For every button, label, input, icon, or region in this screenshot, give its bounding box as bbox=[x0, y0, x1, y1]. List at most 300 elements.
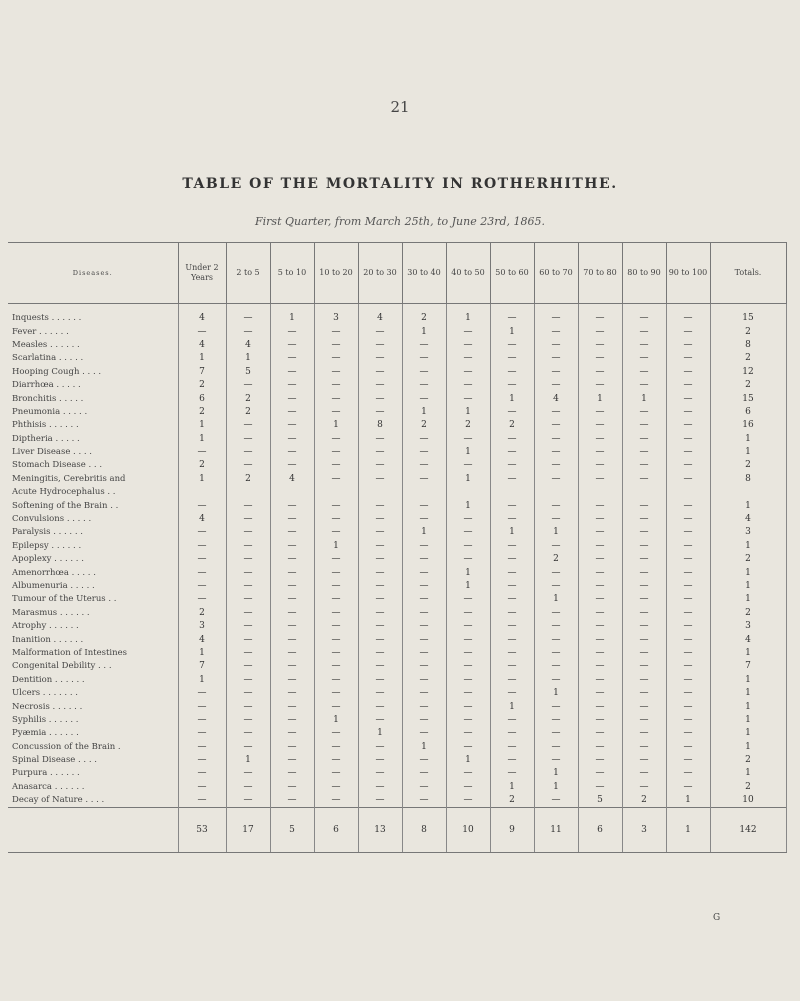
count-cell: — bbox=[358, 781, 402, 794]
count-cell: — bbox=[402, 580, 446, 593]
header-age-group: 60 to 70 bbox=[534, 243, 578, 304]
count-cell: — bbox=[622, 754, 666, 767]
count-cell: — bbox=[178, 794, 226, 808]
row-total-cell: 1 bbox=[710, 580, 786, 593]
count-cell: — bbox=[666, 700, 710, 713]
count-cell: — bbox=[534, 620, 578, 633]
table-row bbox=[8, 700, 786, 713]
count-cell: — bbox=[578, 513, 622, 526]
count-cell: 2 bbox=[226, 406, 270, 419]
header-totals: Totals. bbox=[710, 243, 786, 304]
count-cell: — bbox=[534, 339, 578, 352]
header-age-group: 20 to 30 bbox=[358, 243, 402, 304]
count-cell: 2 bbox=[534, 553, 578, 566]
count-cell: — bbox=[666, 620, 710, 633]
count-cell: 1 bbox=[270, 304, 314, 326]
count-cell: — bbox=[358, 593, 402, 606]
disease-name: Malformation of Intestines bbox=[12, 647, 127, 658]
disease-name: Epilepsy . . . . . . bbox=[12, 540, 82, 551]
count-cell: — bbox=[534, 700, 578, 713]
count-cell: — bbox=[402, 433, 446, 446]
count-cell: — bbox=[578, 620, 622, 633]
count-cell: 1 bbox=[490, 526, 534, 539]
header-diseases: Diseases. bbox=[8, 243, 178, 304]
count-cell: 1 bbox=[226, 754, 270, 767]
disease-name: Atrophy . . . . . . bbox=[12, 621, 79, 632]
count-cell bbox=[578, 486, 622, 499]
row-total-cell: 10 bbox=[710, 794, 786, 808]
count-cell: — bbox=[402, 473, 446, 486]
disease-name: Diarrhœa . . . . . bbox=[12, 380, 81, 391]
count-cell: — bbox=[622, 325, 666, 338]
count-cell: — bbox=[178, 687, 226, 700]
count-cell: — bbox=[490, 566, 534, 579]
count-cell: — bbox=[270, 406, 314, 419]
disease-name: Softening of the Brain . . bbox=[12, 500, 119, 511]
count-cell: — bbox=[578, 700, 622, 713]
count-cell: — bbox=[270, 580, 314, 593]
count-cell: — bbox=[226, 767, 270, 780]
count-cell bbox=[226, 486, 270, 499]
row-total-cell: 3 bbox=[710, 620, 786, 633]
table-row bbox=[8, 781, 786, 794]
count-cell: — bbox=[178, 767, 226, 780]
count-cell: — bbox=[226, 566, 270, 579]
disease-name: Measles . . . . . . bbox=[12, 339, 80, 350]
count-cell: — bbox=[490, 607, 534, 620]
count-cell: — bbox=[270, 620, 314, 633]
count-cell: — bbox=[490, 647, 534, 660]
count-cell: — bbox=[622, 727, 666, 740]
row-total-cell: 1 bbox=[710, 714, 786, 727]
count-cell: 1 bbox=[178, 473, 226, 486]
count-cell: — bbox=[178, 540, 226, 553]
table-body bbox=[8, 304, 786, 853]
count-cell: — bbox=[534, 727, 578, 740]
count-cell: — bbox=[270, 593, 314, 606]
count-cell: — bbox=[622, 593, 666, 606]
count-cell: — bbox=[226, 526, 270, 539]
count-cell: — bbox=[490, 593, 534, 606]
table-row bbox=[8, 794, 786, 808]
count-cell: — bbox=[402, 392, 446, 405]
column-total-cell: 3 bbox=[622, 808, 666, 853]
count-cell: — bbox=[534, 499, 578, 512]
count-cell: — bbox=[534, 406, 578, 419]
count-cell: — bbox=[666, 633, 710, 646]
column-total-cell: 17 bbox=[226, 808, 270, 853]
count-cell: — bbox=[578, 566, 622, 579]
count-cell: — bbox=[402, 607, 446, 620]
count-cell: — bbox=[490, 433, 534, 446]
column-total-cell: 6 bbox=[314, 808, 358, 853]
count-cell: 2 bbox=[178, 379, 226, 392]
count-cell: — bbox=[226, 700, 270, 713]
count-cell: — bbox=[446, 633, 490, 646]
row-total-cell: 1 bbox=[710, 566, 786, 579]
count-cell: — bbox=[402, 794, 446, 808]
count-cell: 1 bbox=[446, 446, 490, 459]
header-age-group: 80 to 90 bbox=[622, 243, 666, 304]
count-cell: — bbox=[314, 339, 358, 352]
count-cell: — bbox=[226, 687, 270, 700]
disease-name: Inquests . . . . . . bbox=[12, 313, 82, 324]
count-cell: — bbox=[622, 660, 666, 673]
table-row bbox=[8, 620, 786, 633]
count-cell: — bbox=[314, 593, 358, 606]
disease-name: Marasmus . . . . . . bbox=[12, 607, 90, 618]
count-cell: — bbox=[270, 366, 314, 379]
count-cell: — bbox=[666, 754, 710, 767]
count-cell: — bbox=[578, 446, 622, 459]
count-cell bbox=[402, 486, 446, 499]
count-cell: — bbox=[622, 566, 666, 579]
column-total-cell: 8 bbox=[402, 808, 446, 853]
row-total-cell: 1 bbox=[710, 540, 786, 553]
count-cell: — bbox=[490, 473, 534, 486]
row-total-cell: 2 bbox=[710, 754, 786, 767]
count-cell: — bbox=[490, 540, 534, 553]
count-cell: — bbox=[358, 754, 402, 767]
disease-name: Diptheria . . . . . bbox=[12, 433, 80, 444]
count-cell: — bbox=[490, 714, 534, 727]
count-cell: 1 bbox=[446, 304, 490, 326]
count-cell bbox=[314, 486, 358, 499]
count-cell: — bbox=[534, 794, 578, 808]
count-cell: — bbox=[314, 325, 358, 338]
count-cell: — bbox=[178, 553, 226, 566]
count-cell: — bbox=[666, 446, 710, 459]
disease-name: Fever . . . . . . bbox=[12, 326, 69, 337]
count-cell: — bbox=[622, 499, 666, 512]
count-cell: — bbox=[270, 339, 314, 352]
count-cell: — bbox=[622, 553, 666, 566]
count-cell: 1 bbox=[402, 406, 446, 419]
disease-name: Congenital Debility . . . bbox=[12, 661, 112, 672]
count-cell: — bbox=[402, 459, 446, 472]
count-cell: — bbox=[666, 459, 710, 472]
count-cell: — bbox=[402, 379, 446, 392]
count-cell: 1 bbox=[534, 593, 578, 606]
count-cell: — bbox=[358, 379, 402, 392]
count-cell: — bbox=[578, 473, 622, 486]
count-cell: — bbox=[534, 566, 578, 579]
count-cell: — bbox=[270, 714, 314, 727]
count-cell: — bbox=[622, 633, 666, 646]
count-cell: 4 bbox=[226, 339, 270, 352]
row-total-cell: 2 bbox=[710, 553, 786, 566]
count-cell: — bbox=[622, 647, 666, 660]
count-cell: — bbox=[314, 767, 358, 780]
count-cell: — bbox=[358, 660, 402, 673]
count-cell: — bbox=[358, 473, 402, 486]
count-cell: — bbox=[490, 660, 534, 673]
count-cell: — bbox=[534, 607, 578, 620]
count-cell: — bbox=[578, 540, 622, 553]
count-cell: 1 bbox=[446, 406, 490, 419]
count-cell: — bbox=[578, 767, 622, 780]
count-cell: — bbox=[490, 767, 534, 780]
count-cell: — bbox=[490, 553, 534, 566]
count-cell: — bbox=[534, 473, 578, 486]
table-row bbox=[8, 304, 786, 326]
disease-name: Liver Disease . . . . bbox=[12, 447, 92, 458]
count-cell: — bbox=[270, 781, 314, 794]
count-cell: 1 bbox=[314, 419, 358, 432]
count-cell: — bbox=[314, 781, 358, 794]
table-row bbox=[8, 433, 786, 446]
table-row bbox=[8, 499, 786, 512]
page-number: 21 bbox=[390, 98, 410, 116]
count-cell: — bbox=[270, 647, 314, 660]
count-cell: — bbox=[578, 366, 622, 379]
count-cell: — bbox=[666, 727, 710, 740]
table-row bbox=[8, 553, 786, 566]
count-cell: — bbox=[446, 781, 490, 794]
count-cell: — bbox=[178, 499, 226, 512]
count-cell: 2 bbox=[622, 794, 666, 808]
count-cell: — bbox=[534, 513, 578, 526]
disease-name: Pneumonia . . . . . bbox=[12, 406, 88, 417]
count-cell: — bbox=[446, 526, 490, 539]
count-cell: — bbox=[226, 727, 270, 740]
count-cell: — bbox=[578, 754, 622, 767]
count-cell: — bbox=[314, 379, 358, 392]
count-cell: — bbox=[622, 446, 666, 459]
count-cell: — bbox=[446, 352, 490, 365]
count-cell: — bbox=[270, 767, 314, 780]
count-cell: — bbox=[402, 513, 446, 526]
count-cell: 1 bbox=[178, 674, 226, 687]
count-cell: — bbox=[314, 433, 358, 446]
disease-name: Hooping Cough . . . . bbox=[12, 366, 102, 377]
count-cell: 4 bbox=[178, 633, 226, 646]
page-subtitle: First Quarter, from March 25th, to June 23rd, 1865. bbox=[255, 215, 545, 228]
row-total-cell: 1 bbox=[710, 741, 786, 754]
count-cell: — bbox=[358, 794, 402, 808]
row-total-cell: 8 bbox=[710, 339, 786, 352]
count-cell: 1 bbox=[226, 352, 270, 365]
count-cell: — bbox=[446, 660, 490, 673]
table-row bbox=[8, 325, 786, 338]
count-cell: — bbox=[666, 553, 710, 566]
count-cell: — bbox=[490, 687, 534, 700]
count-cell: — bbox=[666, 433, 710, 446]
count-cell: — bbox=[622, 379, 666, 392]
count-cell: — bbox=[446, 647, 490, 660]
count-cell: 6 bbox=[178, 392, 226, 405]
disease-name: Pyæmia . . . . . . bbox=[12, 728, 79, 739]
count-cell: — bbox=[622, 304, 666, 326]
count-cell: — bbox=[622, 700, 666, 713]
table-row bbox=[8, 674, 786, 687]
page-title: TABLE OF THE MORTALITY IN ROTHERHITHE. bbox=[182, 176, 618, 192]
count-cell: — bbox=[402, 633, 446, 646]
disease-name: Amenorrhœa . . . . . bbox=[12, 567, 96, 578]
table-row bbox=[8, 540, 786, 553]
count-cell: — bbox=[358, 647, 402, 660]
row-total-cell: 4 bbox=[710, 513, 786, 526]
count-cell: — bbox=[622, 406, 666, 419]
count-cell: — bbox=[446, 727, 490, 740]
row-total-cell bbox=[710, 486, 786, 499]
count-cell: — bbox=[402, 754, 446, 767]
count-cell: — bbox=[270, 446, 314, 459]
row-total-cell: 12 bbox=[710, 366, 786, 379]
disease-name: Albumenuria . . . . . bbox=[12, 581, 95, 591]
count-cell: — bbox=[402, 566, 446, 579]
count-cell: — bbox=[578, 727, 622, 740]
count-cell: — bbox=[178, 781, 226, 794]
count-cell: — bbox=[358, 714, 402, 727]
count-cell: 4 bbox=[270, 473, 314, 486]
count-cell: — bbox=[578, 781, 622, 794]
count-cell: — bbox=[270, 392, 314, 405]
disease-name: Decay of Nature . . . . bbox=[12, 795, 105, 806]
count-cell: — bbox=[490, 366, 534, 379]
count-cell: 2 bbox=[226, 473, 270, 486]
count-cell: — bbox=[314, 366, 358, 379]
column-total-cell: 5 bbox=[270, 808, 314, 853]
table-row bbox=[8, 526, 786, 539]
count-cell: 2 bbox=[446, 419, 490, 432]
count-cell: — bbox=[490, 379, 534, 392]
table-row bbox=[8, 352, 786, 365]
count-cell: — bbox=[490, 754, 534, 767]
count-cell: 3 bbox=[178, 620, 226, 633]
count-cell: — bbox=[270, 741, 314, 754]
count-cell: 2 bbox=[402, 304, 446, 326]
count-cell: — bbox=[270, 419, 314, 432]
count-cell: — bbox=[358, 620, 402, 633]
count-cell: 5 bbox=[578, 794, 622, 808]
count-cell: — bbox=[446, 767, 490, 780]
disease-name: Bronchitis . . . . . bbox=[12, 393, 84, 404]
count-cell: — bbox=[358, 674, 402, 687]
count-cell: — bbox=[490, 459, 534, 472]
count-cell: — bbox=[622, 366, 666, 379]
count-cell: — bbox=[314, 633, 358, 646]
count-cell: — bbox=[270, 794, 314, 808]
count-cell: — bbox=[226, 304, 270, 326]
count-cell: — bbox=[534, 304, 578, 326]
disease-name: Stomach Disease . . . bbox=[12, 460, 103, 471]
count-cell: 1 bbox=[622, 392, 666, 405]
count-cell: — bbox=[490, 352, 534, 365]
count-cell: — bbox=[270, 700, 314, 713]
row-total-cell: 2 bbox=[710, 352, 786, 365]
count-cell: — bbox=[402, 674, 446, 687]
count-cell: 4 bbox=[358, 304, 402, 326]
row-total-cell: 2 bbox=[710, 379, 786, 392]
count-cell: — bbox=[358, 767, 402, 780]
count-cell: — bbox=[578, 647, 622, 660]
count-cell: — bbox=[622, 526, 666, 539]
count-cell: — bbox=[402, 781, 446, 794]
count-cell bbox=[178, 486, 226, 499]
count-cell: — bbox=[226, 674, 270, 687]
count-cell: — bbox=[358, 339, 402, 352]
count-cell: — bbox=[226, 325, 270, 338]
count-cell: — bbox=[226, 513, 270, 526]
count-cell: — bbox=[358, 499, 402, 512]
count-cell: — bbox=[446, 339, 490, 352]
table-row bbox=[8, 741, 786, 754]
count-cell: — bbox=[358, 540, 402, 553]
count-cell: — bbox=[666, 647, 710, 660]
row-total-cell: 1 bbox=[710, 727, 786, 740]
column-total-cell: 1 bbox=[666, 808, 710, 853]
count-cell: — bbox=[270, 379, 314, 392]
count-cell: — bbox=[666, 593, 710, 606]
count-cell: — bbox=[226, 379, 270, 392]
count-cell: — bbox=[622, 473, 666, 486]
count-cell: — bbox=[314, 674, 358, 687]
count-cell: — bbox=[534, 352, 578, 365]
count-cell bbox=[534, 486, 578, 499]
row-total-cell: 4 bbox=[710, 633, 786, 646]
count-cell: — bbox=[666, 339, 710, 352]
count-cell: — bbox=[270, 660, 314, 673]
count-cell: 1 bbox=[358, 727, 402, 740]
count-cell: — bbox=[226, 459, 270, 472]
count-cell: — bbox=[270, 553, 314, 566]
count-cell: — bbox=[402, 553, 446, 566]
count-cell: — bbox=[226, 620, 270, 633]
count-cell: — bbox=[178, 727, 226, 740]
count-cell: — bbox=[358, 741, 402, 754]
count-cell: — bbox=[314, 794, 358, 808]
count-cell: — bbox=[490, 580, 534, 593]
count-cell: — bbox=[446, 607, 490, 620]
count-cell: — bbox=[314, 513, 358, 526]
count-cell: — bbox=[446, 687, 490, 700]
count-cell: — bbox=[358, 700, 402, 713]
row-total-cell: 1 bbox=[710, 446, 786, 459]
table-row bbox=[8, 633, 786, 646]
count-cell: — bbox=[270, 633, 314, 646]
disease-name: Anasarca . . . . . . bbox=[12, 781, 85, 792]
count-cell: — bbox=[358, 459, 402, 472]
count-cell: — bbox=[666, 526, 710, 539]
count-cell bbox=[358, 486, 402, 499]
count-cell: 7 bbox=[178, 366, 226, 379]
count-cell: — bbox=[446, 513, 490, 526]
count-cell: — bbox=[358, 366, 402, 379]
count-cell: 2 bbox=[178, 406, 226, 419]
count-cell: — bbox=[402, 499, 446, 512]
row-total-cell: 2 bbox=[710, 607, 786, 620]
disease-name: Necrosis . . . . . . bbox=[12, 701, 83, 712]
count-cell: — bbox=[490, 741, 534, 754]
count-cell: — bbox=[226, 794, 270, 808]
count-cell: — bbox=[490, 513, 534, 526]
disease-name: Concussion of the Brain . bbox=[12, 741, 121, 752]
count-cell: — bbox=[402, 366, 446, 379]
count-cell: — bbox=[314, 446, 358, 459]
count-cell: — bbox=[666, 352, 710, 365]
count-cell: — bbox=[358, 580, 402, 593]
count-cell: — bbox=[666, 566, 710, 579]
count-cell: — bbox=[314, 352, 358, 365]
count-cell: — bbox=[534, 446, 578, 459]
count-cell: — bbox=[402, 660, 446, 673]
count-cell: — bbox=[314, 754, 358, 767]
count-cell: — bbox=[578, 674, 622, 687]
column-total-cell: 53 bbox=[178, 808, 226, 853]
count-cell: — bbox=[534, 714, 578, 727]
count-cell: 2 bbox=[490, 419, 534, 432]
